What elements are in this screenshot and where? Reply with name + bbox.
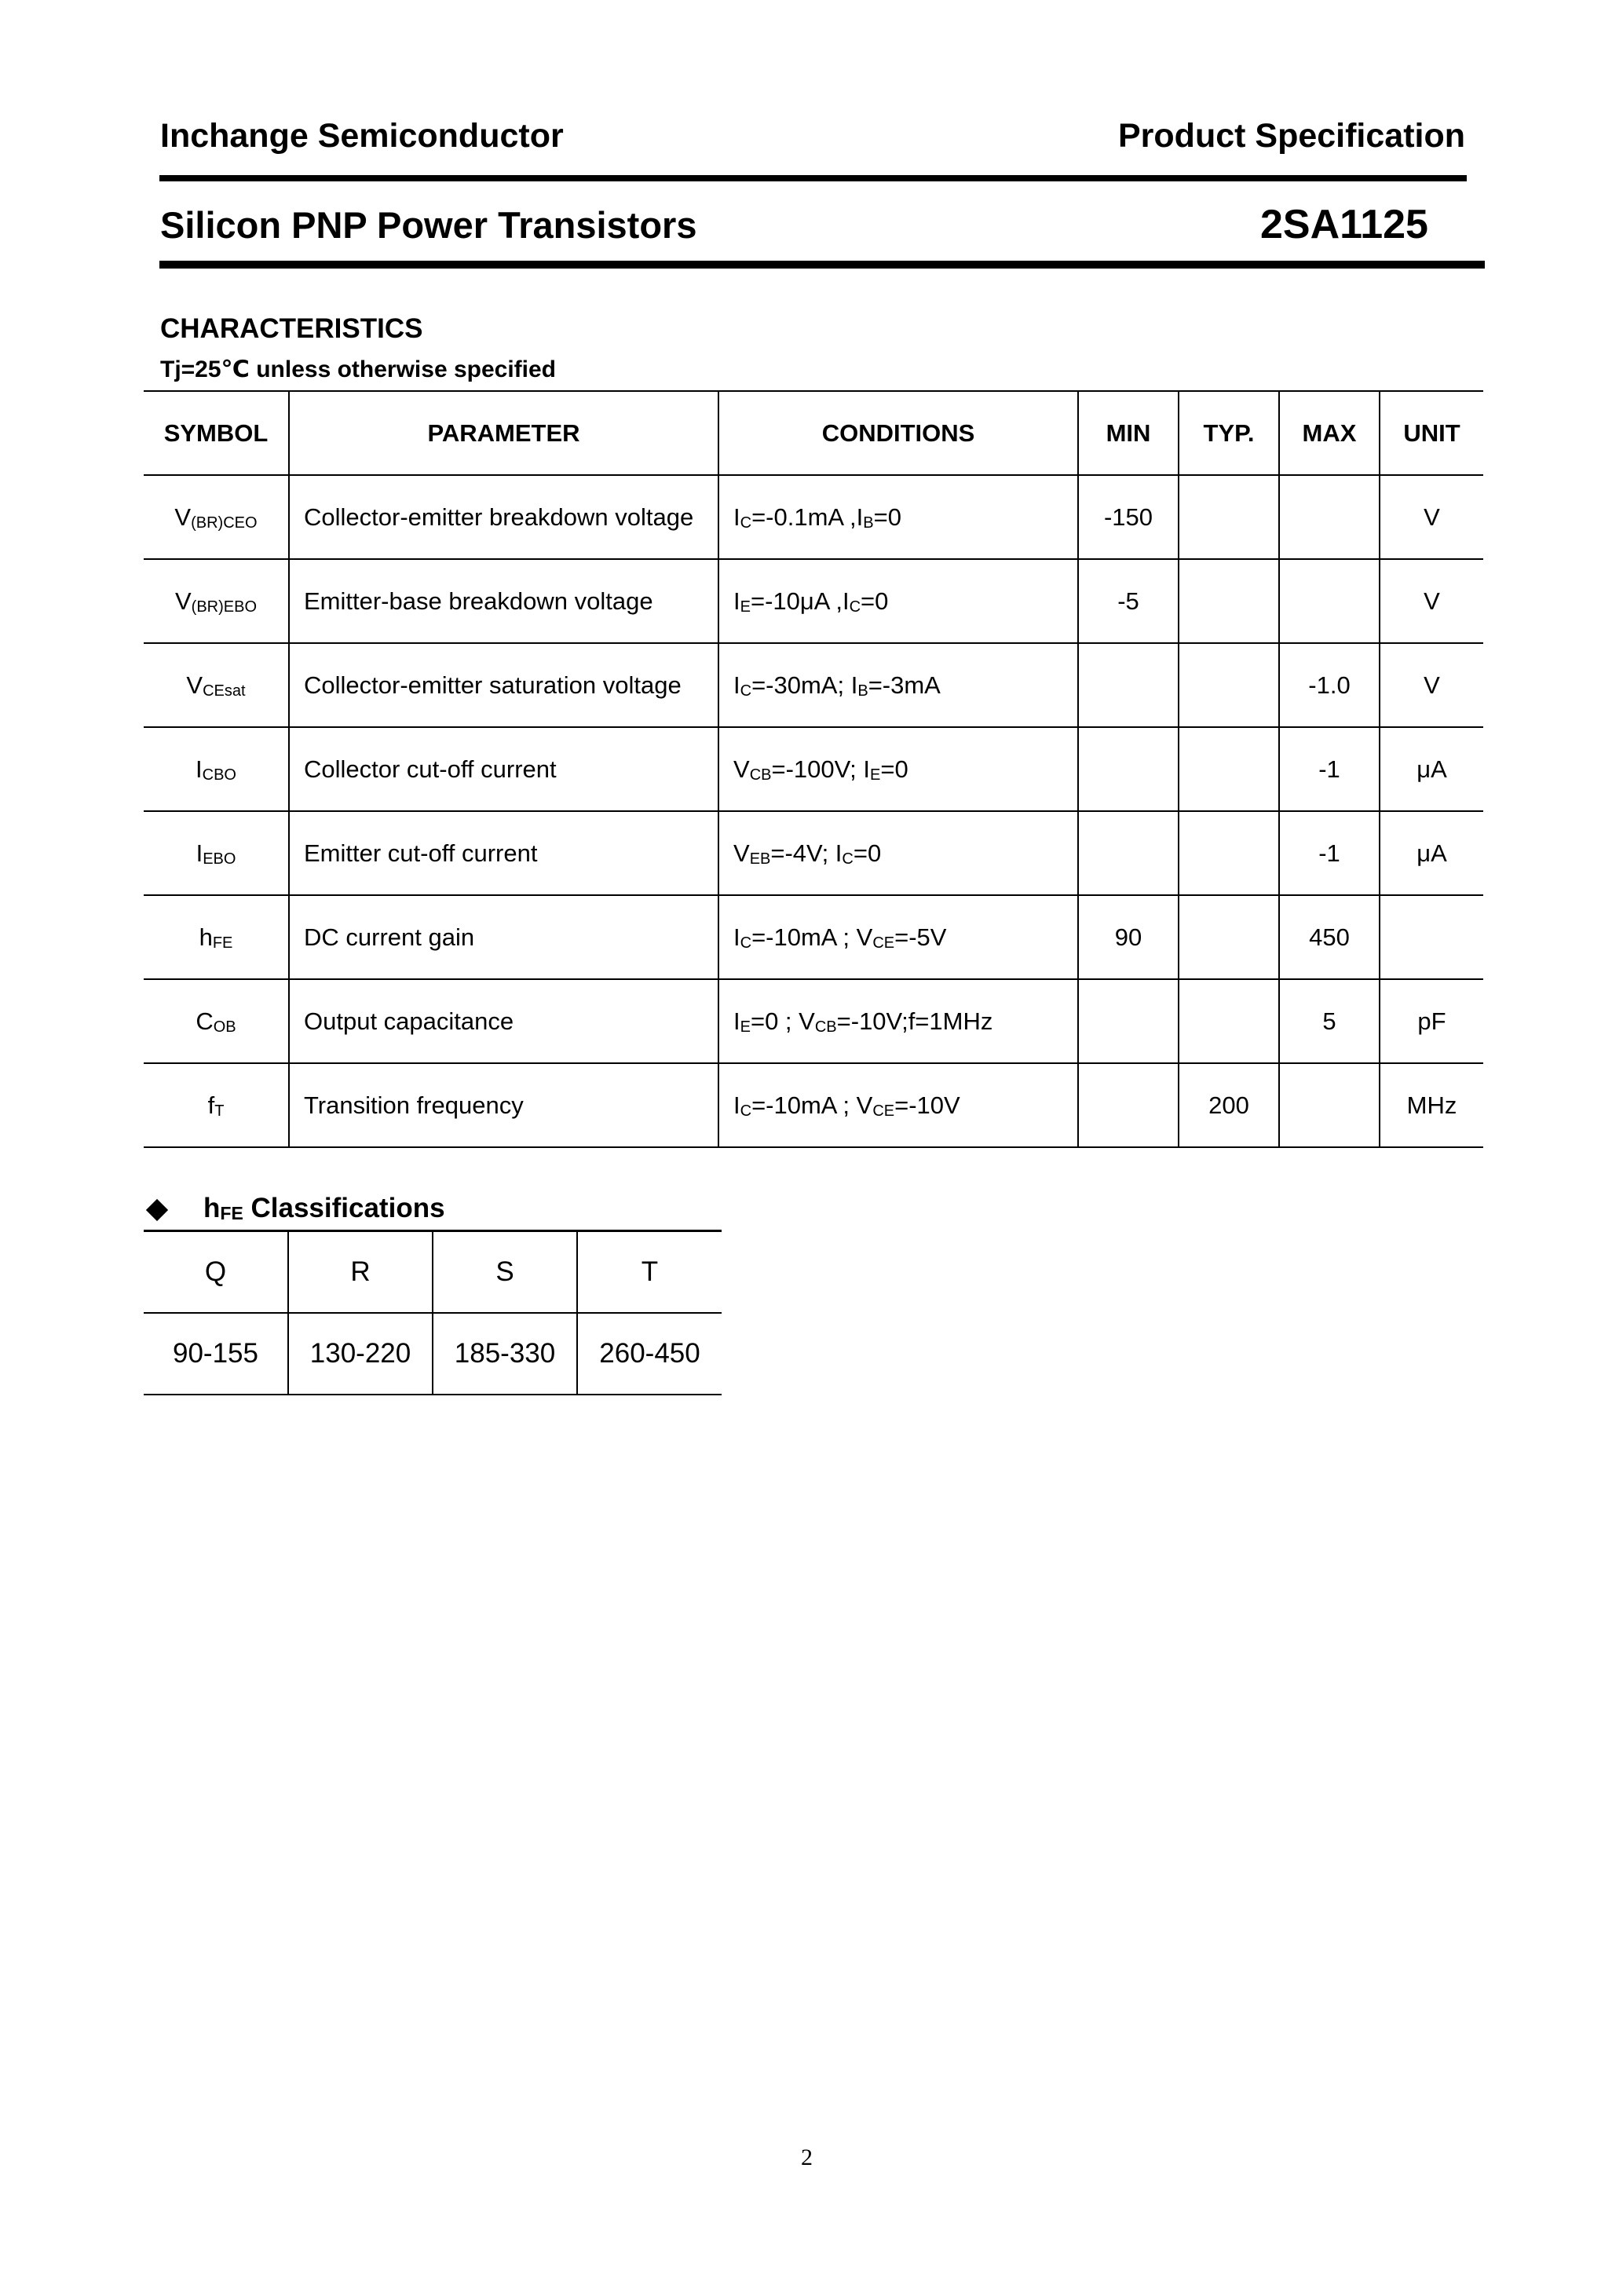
condition-subscript: CB: [814, 1018, 837, 1036]
min-cell: [1078, 979, 1179, 1063]
condition-symbol: I: [733, 587, 740, 615]
condition-subscript: C: [740, 934, 752, 952]
table-row: [144, 811, 1483, 895]
symbol-main: V: [186, 671, 203, 699]
symbol-subscript: OB: [213, 1018, 236, 1036]
condition-value: =0: [873, 503, 901, 531]
condition-subscript: C: [740, 1102, 752, 1120]
symbol-cell: [144, 727, 289, 811]
parameter-cell: Collector-emitter breakdown voltage: [289, 475, 718, 559]
max-cell: 450: [1279, 895, 1380, 979]
conditions-cell: [718, 475, 1078, 559]
typ-cell: [1179, 643, 1279, 727]
conditions-cell: [718, 811, 1078, 895]
symbol-main: f: [207, 1091, 215, 1119]
symbol-cell: [144, 475, 289, 559]
symbol-cell: [144, 979, 289, 1063]
parameter-cell: Collector cut-off current: [289, 727, 718, 811]
characteristics-title: CHARACTERISTICS: [160, 313, 423, 344]
max-cell: -1.0: [1279, 643, 1380, 727]
typ-cell: 200: [1179, 1063, 1279, 1147]
condition-value: =-10V;f=1MHz: [836, 1007, 993, 1035]
hfe-class-cell: R: [288, 1231, 433, 1314]
condition-symbol: I: [863, 755, 871, 783]
hfe-classifications-title: [203, 1194, 445, 1222]
unit-cell: V: [1380, 643, 1483, 727]
symbol-subscript: T: [214, 1102, 225, 1120]
condition-value: =-10μA ,: [750, 587, 843, 615]
column-header: PARAMETER: [289, 391, 718, 475]
condition-symbol: I: [856, 503, 864, 531]
condition-symbol: I: [842, 587, 850, 615]
hfe-title-main: h: [203, 1193, 221, 1223]
condition-value: =-10mA ;: [751, 1091, 857, 1119]
min-cell: [1078, 1063, 1179, 1147]
conditions-cell: [718, 979, 1078, 1063]
unit-cell: μA: [1380, 811, 1483, 895]
condition-value: =0: [861, 587, 889, 615]
hfe-range-row: [144, 1313, 722, 1395]
symbol-subscript: EBO: [203, 850, 236, 868]
conditions-cell: [718, 643, 1078, 727]
min-cell: [1078, 727, 1179, 811]
unit-cell: [1380, 895, 1483, 979]
hfe-title-rest: Classifications: [243, 1193, 445, 1223]
document-type: Product Specification: [1118, 117, 1466, 155]
symbol-main: V: [174, 587, 192, 615]
symbol-cell: [144, 811, 289, 895]
condition-subscript: C: [740, 682, 752, 700]
condition-value: =-10V: [894, 1091, 960, 1119]
condition-value: =0 ;: [750, 1007, 799, 1035]
hfe-class-cell: S: [433, 1231, 577, 1314]
hfe-range-cell: 185-330: [433, 1313, 577, 1395]
unit-cell: V: [1380, 559, 1483, 643]
condition-value: =-3mA: [868, 671, 941, 699]
company-name: Inchange Semiconductor: [160, 117, 564, 155]
condition-value: =-4V;: [770, 839, 835, 867]
hfe-title-sub: FE: [220, 1203, 243, 1223]
parameter-cell: Emitter cut-off current: [289, 811, 718, 895]
hfe-class-cell: Q: [144, 1231, 288, 1314]
condition-value: =0: [853, 839, 882, 867]
condition-symbol: V: [733, 755, 750, 783]
symbol-subscript: CBO: [202, 766, 236, 784]
condition-value: =0: [880, 755, 908, 783]
conditions-cell: [718, 895, 1078, 979]
condition-subscript: E: [740, 598, 751, 616]
max-cell: [1279, 559, 1380, 643]
typ-cell: [1179, 979, 1279, 1063]
condition-subscript: EB: [749, 850, 771, 868]
min-cell: 90: [1078, 895, 1179, 979]
hfe-range-cell: 260-450: [577, 1313, 722, 1395]
condition-value: =-30mA;: [751, 671, 851, 699]
parameter-cell: Collector-emitter saturation voltage: [289, 643, 718, 727]
condition-subscript: B: [863, 514, 874, 532]
table-row: [144, 559, 1483, 643]
column-header: MAX: [1279, 391, 1380, 475]
characteristics-table: [144, 390, 1483, 1148]
condition-value: =-10mA ;: [751, 923, 857, 951]
typ-cell: [1179, 895, 1279, 979]
conditions-cell: [718, 727, 1078, 811]
condition-subscript: C: [849, 598, 861, 616]
min-cell: -5: [1078, 559, 1179, 643]
unit-cell: V: [1380, 475, 1483, 559]
typ-cell: [1179, 811, 1279, 895]
column-header: MIN: [1078, 391, 1179, 475]
column-header: UNIT: [1380, 391, 1483, 475]
part-number: 2SA1125: [1260, 202, 1428, 247]
typ-cell: [1179, 727, 1279, 811]
symbol-main: I: [196, 755, 203, 783]
condition-symbol: I: [835, 839, 843, 867]
condition-subscript: CE: [872, 1102, 895, 1120]
max-cell: -1: [1279, 727, 1380, 811]
bullet-diamond-icon: [146, 1199, 168, 1221]
table-row: [144, 1063, 1483, 1147]
symbol-subscript: (BR)EBO: [191, 598, 258, 616]
condition-symbol: I: [733, 1007, 740, 1035]
symbol-cell: [144, 643, 289, 727]
table-row: [144, 979, 1483, 1063]
unit-cell: pF: [1380, 979, 1483, 1063]
condition-symbol: I: [850, 671, 858, 699]
condition-symbol: I: [733, 923, 740, 951]
parameter-cell: DC current gain: [289, 895, 718, 979]
product-line: Silicon PNP Power Transistors: [160, 204, 697, 246]
min-cell: -150: [1078, 475, 1179, 559]
condition-symbol: I: [733, 1091, 740, 1119]
condition-subscript: E: [870, 766, 881, 784]
symbol-cell: [144, 895, 289, 979]
table-row: [144, 895, 1483, 979]
hfe-range-cell: 130-220: [288, 1313, 433, 1395]
hfe-class-cell: T: [577, 1231, 722, 1314]
typ-cell: [1179, 475, 1279, 559]
symbol-subscript: FE: [212, 934, 233, 952]
parameter-cell: Transition frequency: [289, 1063, 718, 1147]
table-row: [144, 475, 1483, 559]
condition-symbol: V: [856, 1091, 873, 1119]
unit-cell: MHz: [1380, 1063, 1483, 1147]
condition-symbol: V: [733, 839, 750, 867]
symbol-subscript: CEsat: [203, 682, 246, 700]
test-condition-note: Tj=25℃ unless otherwise specified: [160, 356, 557, 382]
condition-subscript: E: [740, 1018, 751, 1036]
max-cell: [1279, 1063, 1380, 1147]
hfe-class-row: [144, 1231, 722, 1314]
condition-subscript: B: [857, 682, 868, 700]
parameter-cell: Output capacitance: [289, 979, 718, 1063]
conditions-cell: [718, 559, 1078, 643]
min-cell: [1078, 643, 1179, 727]
condition-symbol: V: [799, 1007, 815, 1035]
parameter-cell: Emitter-base breakdown voltage: [289, 559, 718, 643]
symbol-subscript: (BR)CEO: [191, 514, 258, 532]
condition-symbol: I: [733, 503, 740, 531]
unit-cell: μA: [1380, 727, 1483, 811]
condition-subscript: CB: [749, 766, 772, 784]
max-cell: [1279, 475, 1380, 559]
column-header: CONDITIONS: [718, 391, 1078, 475]
header-rule-bottom: [159, 261, 1485, 269]
hfe-classification-table: [144, 1230, 722, 1395]
symbol-main: V: [174, 503, 192, 531]
condition-value: =-100V;: [771, 755, 864, 783]
condition-value: =-0.1mA ,: [751, 503, 857, 531]
symbol-main: I: [196, 839, 203, 867]
condition-subscript: C: [842, 850, 854, 868]
condition-symbol: V: [856, 923, 873, 951]
symbol-cell: [144, 1063, 289, 1147]
table-row: [144, 727, 1483, 811]
typ-cell: [1179, 559, 1279, 643]
symbol-cell: [144, 559, 289, 643]
condition-subscript: C: [740, 514, 752, 532]
page-number: 2: [801, 2144, 813, 2170]
hfe-range-cell: 90-155: [144, 1313, 288, 1395]
column-header: TYP.: [1179, 391, 1279, 475]
header-rule-top: [159, 175, 1467, 181]
condition-subscript: CE: [872, 934, 895, 952]
conditions-cell: [718, 1063, 1078, 1147]
column-header: SYMBOL: [144, 391, 289, 475]
table-row: [144, 643, 1483, 727]
condition-symbol: I: [733, 671, 740, 699]
max-cell: -1: [1279, 811, 1380, 895]
min-cell: [1078, 811, 1179, 895]
max-cell: 5: [1279, 979, 1380, 1063]
table-header-row: [144, 391, 1483, 475]
symbol-main: h: [199, 923, 213, 951]
symbol-main: C: [196, 1007, 214, 1035]
condition-value: =-5V: [894, 923, 947, 951]
